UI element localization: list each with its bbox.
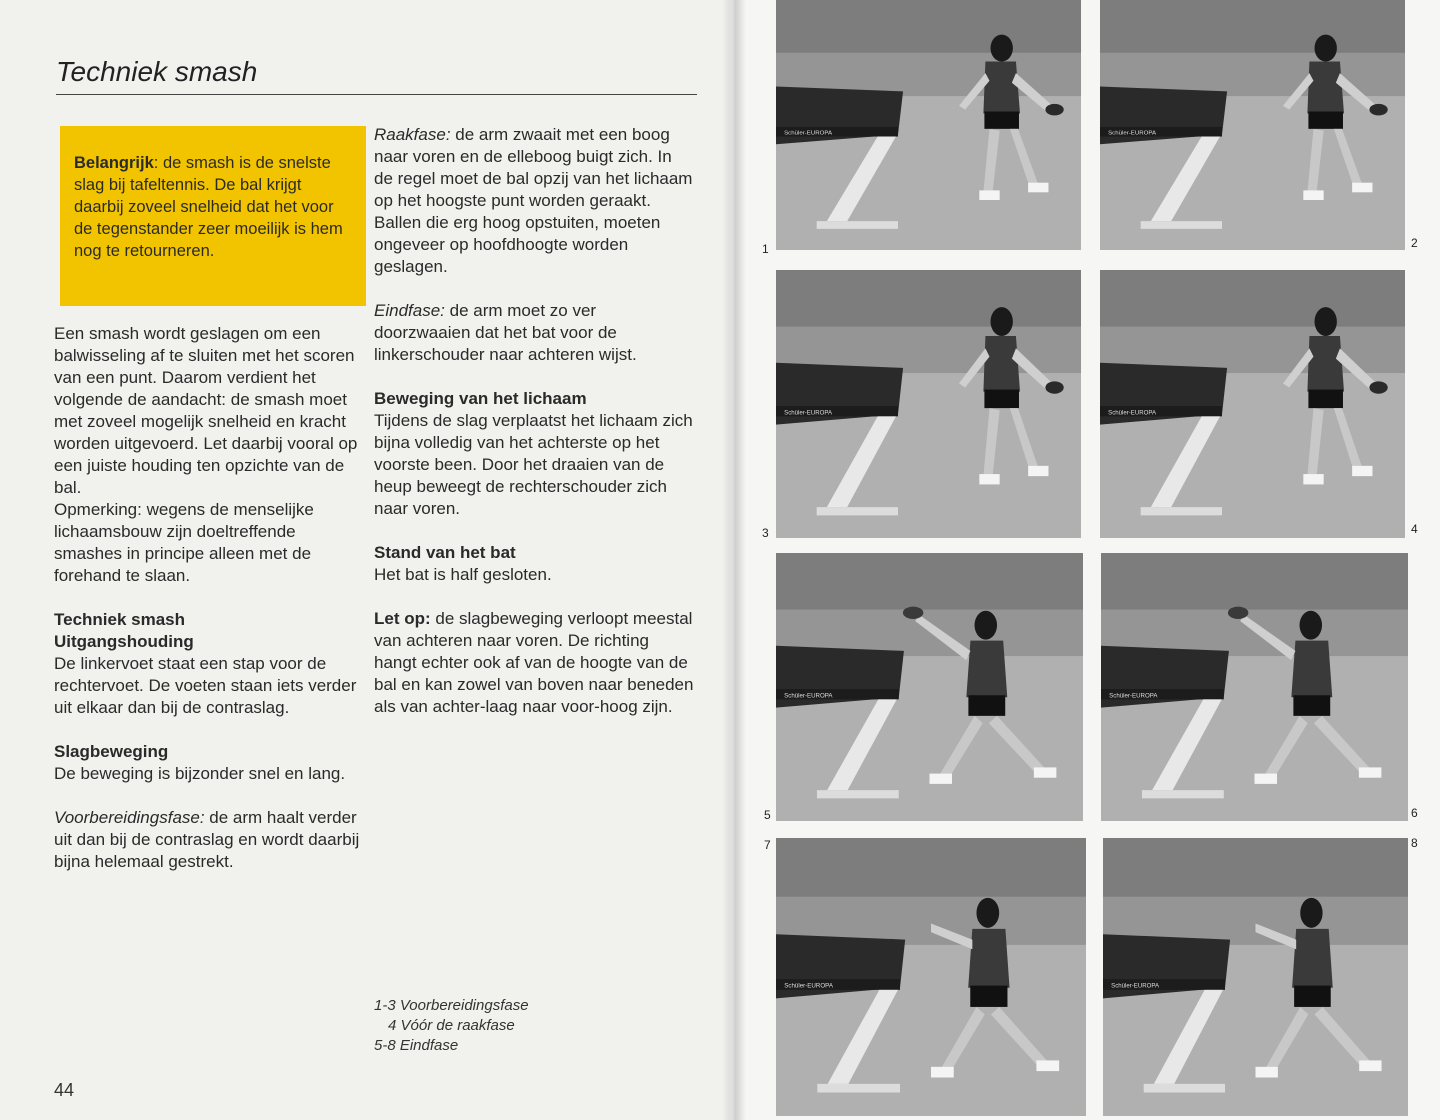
- table-label: Schüler-EUROPA: [784, 409, 833, 417]
- caption-2: 4 Vóór de raakfase: [388, 1017, 515, 1034]
- photo-number-5: 5: [764, 808, 771, 822]
- intro-paragraph: Een smash wordt geslagen om een balwisseling af te sluiten met het scoren van een punt. Daarom verdient het volgende de aandacht: de smash moet met zoveel mogelijk snelheid en kracht worden uitgevoerd. Let daarbij vooral op een juiste houding ten opzichte van de bal.: [54, 324, 358, 497]
- uitgang-paragraph: De linkervoet staat een stap voor de rechtervoet. De voeten staan iets verder uit elkaar dan bij de contraslag.: [54, 654, 357, 717]
- photo-3: [776, 270, 1081, 538]
- photo-8: [1103, 838, 1408, 1116]
- table-label: Schüler-EUROPA: [784, 692, 833, 700]
- photo-number-2: 2: [1411, 236, 1418, 250]
- table-label: Schüler-EUROPA: [784, 130, 833, 137]
- photo-4: [1100, 270, 1405, 538]
- book-gutter: [722, 0, 746, 1120]
- middle-column: [374, 124, 694, 718]
- eindfase-label: Eindfase:: [374, 301, 445, 320]
- voorbereiding-paragraph: [54, 807, 364, 873]
- photo-number-3: 3: [762, 526, 769, 540]
- lichaam-paragraph: Tijdens de slag verplaatst het lichaam zich bijna volledig van het achterste op het voorste been. Door het draaien van de heup beweegt de rechterschouder zich naar voren.: [374, 411, 693, 518]
- heading-slagbeweging: Slagbeweging: [54, 742, 169, 761]
- highlight-box: [60, 126, 366, 306]
- table-label: Schüler-EUROPA: [1108, 409, 1157, 417]
- table-label: Schüler-EUROPA: [1108, 130, 1157, 137]
- heading-uitgangshouding: Uitgangshouding: [54, 632, 194, 651]
- letop-text: de slagbeweging verloopt meestal van achteren naar voren. De richting hangt echter ook af van de hoogte van de bal en kan zowel van boven naar beneden als van achter-laag naar voor-hoog zijn.: [374, 609, 694, 716]
- remark-paragraph: Opmerking: wegens de menselijke lichaamsbouw zijn doeltreffende smashes in principe alleen met de forehand te slaan.: [54, 500, 314, 585]
- title-rule: [56, 94, 697, 95]
- letop-paragraph: [374, 608, 694, 718]
- page-title: Techniek smash: [56, 56, 258, 87]
- eindfase-paragraph: [374, 300, 694, 366]
- voorbereiding-text: de arm haalt verder uit dan bij de contraslag en wordt daarbij bijna helemaal gestrekt.: [54, 808, 360, 871]
- heading-lichaam: Beweging van het lichaam: [374, 389, 587, 408]
- photo-7: [776, 838, 1086, 1116]
- heading-bat: Stand van het bat: [374, 543, 516, 562]
- photo-number-6: 6: [1411, 806, 1418, 820]
- highlight-label: Belangrijk: [74, 154, 154, 172]
- voorbereiding-label: Voorbereidingsfase:: [54, 808, 205, 827]
- photo-captions: [374, 996, 529, 1056]
- page-number: 44: [54, 1080, 75, 1100]
- heading-techniek: Techniek smash: [54, 610, 186, 629]
- photo-1: [776, 0, 1081, 250]
- photo-5: [776, 553, 1083, 821]
- photo-number-4: 4: [1411, 522, 1418, 536]
- raakfase-paragraph: [374, 124, 694, 278]
- raakfase-text: de arm zwaait met een boog naar voren en de elleboog buigt zich. In de regel moet de bal opzij van het lichaam op het hoogste punt worden geraakt. Ballen die erg hoog opstuiten, moeten ongeveer op hoofdhoogte worden geslagen.: [374, 125, 693, 276]
- table-label: Schüler-EUROPA: [784, 982, 833, 990]
- photo-2: [1100, 0, 1405, 250]
- left-column: [54, 323, 364, 873]
- highlight-text: : de smash is de snelste slag bij tafeltennis. De bal krijgt daarbij zoveel snelheid dat het voor de tegenstander zeer moeilijk is hem nog te retourneren.: [74, 154, 343, 260]
- letop-label: Let op:: [374, 609, 431, 628]
- table-label: Schüler-EUROPA: [1111, 982, 1160, 990]
- table-label: Schüler-EUROPA: [1109, 692, 1158, 700]
- bat-paragraph: Het bat is half gesloten.: [374, 565, 552, 584]
- caption-1: 1-3 Voorbereidingsfase: [374, 997, 529, 1014]
- photo-number-8: 8: [1411, 836, 1418, 850]
- caption-3: 5-8 Eindfase: [374, 1037, 459, 1054]
- photo-number-1: 1: [762, 242, 769, 256]
- slag-paragraph: De beweging is bijzonder snel en lang.: [54, 764, 346, 783]
- photo-6: [1101, 553, 1408, 821]
- photo-number-7: 7: [764, 838, 771, 852]
- eindfase-text: de arm moet zo ver doorzwaaien dat het bat voor de linkerschouder naar achteren wijst.: [374, 301, 637, 364]
- raakfase-label: Raakfase:: [374, 125, 451, 144]
